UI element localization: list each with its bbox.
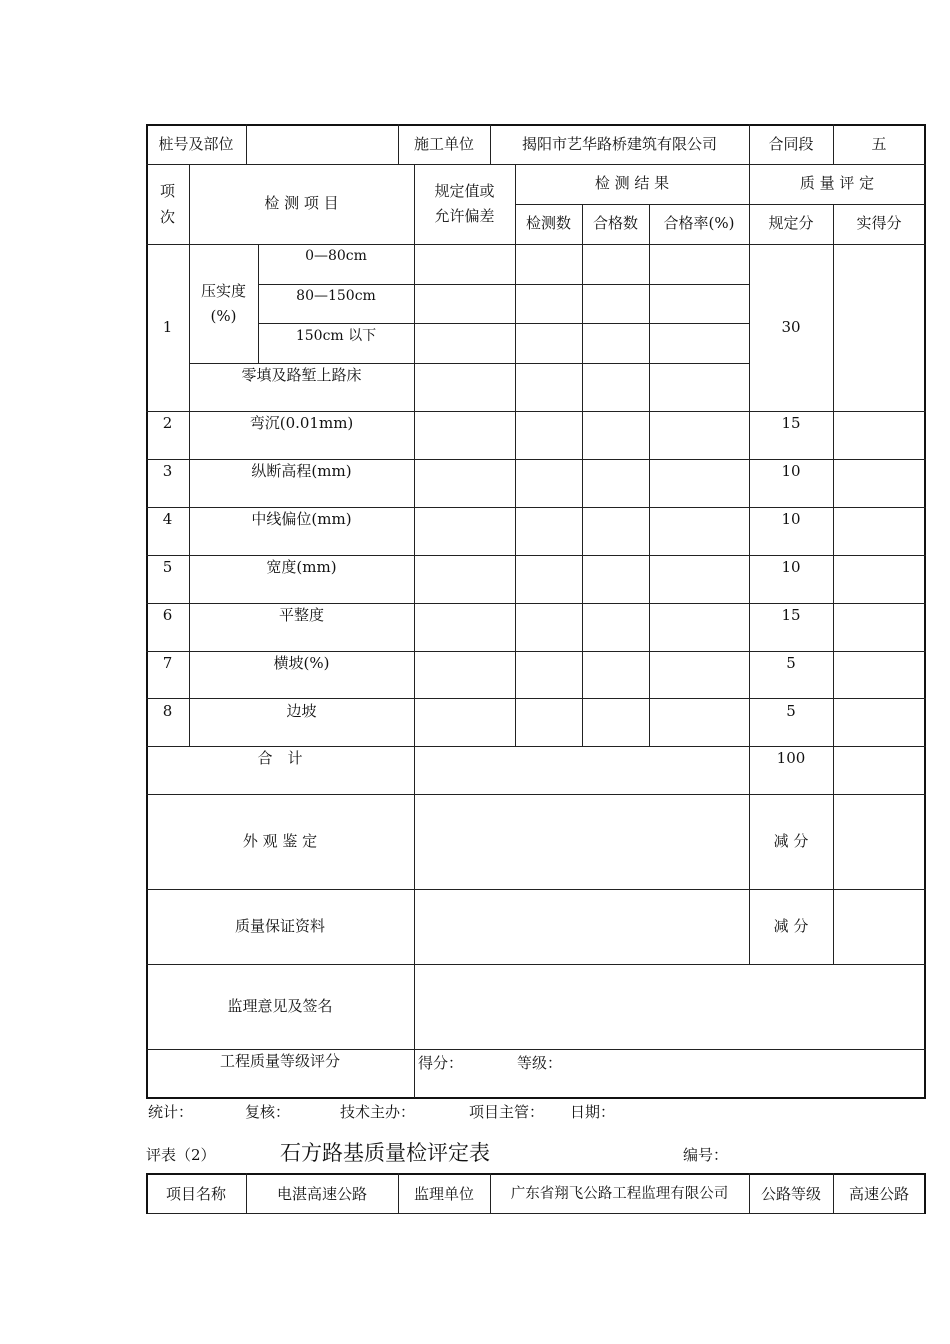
grid-line (515, 204, 925, 205)
row-no: 4 (162, 510, 173, 528)
item-no-header-top: 项 (159, 182, 175, 200)
grid-line (146, 889, 926, 890)
grid-line (146, 164, 926, 165)
grid-line (146, 244, 926, 245)
road-grade-value: 高速公路 (848, 1185, 909, 1203)
grid-line (246, 124, 247, 164)
row-score: 5 (786, 654, 796, 672)
row-item: 中线偏位(mm) (251, 510, 352, 528)
grid-line (146, 698, 926, 699)
project-name-value: 电湛高速公路 (276, 1185, 367, 1203)
row-no: 6 (162, 606, 173, 624)
pass-rate-header: 合格率(%) (663, 214, 735, 232)
grid-line (515, 164, 516, 747)
compaction-sub-below-150: 150cm 以下 (295, 328, 377, 344)
row-no: 3 (162, 462, 173, 480)
grid-line (146, 1049, 926, 1050)
grid-line (146, 651, 926, 652)
grid-line (649, 204, 650, 747)
row-item: 平整度 (278, 606, 324, 624)
signoff-stats: 统计： (148, 1103, 194, 1121)
form-number: 评表（2） (146, 1146, 216, 1164)
total-label: 合 计 (257, 749, 303, 767)
station-label: 桩号及部位 (158, 135, 234, 153)
grid-line (833, 204, 834, 965)
grid-line (146, 555, 926, 556)
grid-line (146, 964, 926, 965)
compaction-sub-fill-cut: 零填及路堑上路床 (241, 366, 362, 384)
quality-header: 质 量 评 定 (799, 174, 875, 192)
signoff-tech: 技术主办： (340, 1103, 416, 1121)
row-item: 纵断高程(mm) (251, 462, 352, 480)
grid-line (189, 363, 750, 364)
grid-line (146, 746, 926, 747)
level-field-label: 等级： (517, 1054, 563, 1072)
supervisor-value: 广东省翔飞公路工程监理有限公司 (510, 1186, 729, 1202)
results-header: 检 测 结 果 (594, 174, 670, 192)
row-item: 宽度(mm) (266, 558, 337, 576)
row-score: 10 (781, 462, 801, 480)
compaction-sub-80-150: 80—150cm (296, 288, 376, 304)
std-score-header: 规定分 (768, 214, 814, 232)
row-score: 15 (781, 414, 801, 432)
row-item: 横坡(%) (273, 654, 330, 672)
signoff-date: 日期： (570, 1103, 616, 1121)
signoff-manager: 项目主管： (469, 1103, 545, 1121)
actual-score-header: 实得分 (856, 214, 902, 232)
table-border-bottom (146, 1097, 926, 1099)
grade-eval-label: 工程质量等级评分 (219, 1052, 340, 1070)
row-no: 5 (162, 558, 173, 576)
score-field-label: 得分： (418, 1054, 464, 1072)
appearance-label: 外 观 鉴 定 (242, 832, 318, 850)
qa-docs-deduct: 减 分 (773, 917, 809, 935)
row-score: 10 (781, 558, 801, 576)
grid-line (146, 507, 926, 508)
row-1-no: 1 (162, 318, 173, 336)
total-score: 100 (776, 749, 806, 767)
serial-label: 编号： (683, 1146, 729, 1164)
grid-line (146, 603, 926, 604)
row-1-score: 30 (781, 318, 801, 336)
row-score: 15 (781, 606, 801, 624)
row-score: 5 (786, 702, 796, 720)
row-item: 边坡 (286, 702, 317, 720)
grid-line (414, 164, 415, 1098)
table-border-top (146, 1173, 926, 1175)
item-no-header-bottom: 次 (159, 208, 175, 226)
table-border-bottom (146, 1213, 926, 1214)
form-title: 石方路基质量检评定表 (280, 1141, 490, 1165)
supervision-label: 监理意见及签名 (227, 997, 333, 1015)
grid-line (258, 323, 750, 324)
qa-docs-label: 质量保证资料 (234, 917, 325, 935)
supervisor-label: 监理单位 (413, 1185, 474, 1203)
grid-line (146, 794, 926, 795)
compaction-sub-0-80: 0—80cm (305, 248, 367, 264)
row-no: 2 (162, 414, 173, 432)
compaction-label: 压实度 (200, 282, 246, 300)
table-border-top (146, 124, 926, 126)
contract-section-value: 五 (871, 135, 887, 153)
table-border-right (924, 124, 926, 1099)
contract-section-label: 合同段 (768, 135, 814, 153)
signoff-review: 复核： (245, 1103, 291, 1121)
row-no: 7 (162, 654, 173, 672)
row-score: 10 (781, 510, 801, 528)
row-item: 弯沉(0.01mm) (249, 414, 354, 432)
row-no: 8 (162, 702, 173, 720)
appearance-deduct: 减 分 (773, 832, 809, 850)
compaction-unit: (%) (210, 307, 237, 325)
pass-count-header: 合格数 (592, 214, 638, 232)
spec-header-top: 规定值或 (434, 182, 495, 200)
grid-line (258, 284, 750, 285)
grid-line (582, 204, 583, 747)
contractor-value: 揭阳市艺华路桥建筑有限公司 (521, 135, 717, 153)
count-header: 检测数 (525, 214, 571, 232)
contractor-label: 施工单位 (413, 135, 474, 153)
grid-line (146, 411, 926, 412)
road-grade-label: 公路等级 (760, 1185, 821, 1203)
spec-header-bottom: 允许偏差 (434, 207, 495, 225)
project-name-label: 项目名称 (165, 1185, 226, 1203)
check-item-header: 检 测 项 目 (264, 194, 339, 212)
grid-line (146, 459, 926, 460)
